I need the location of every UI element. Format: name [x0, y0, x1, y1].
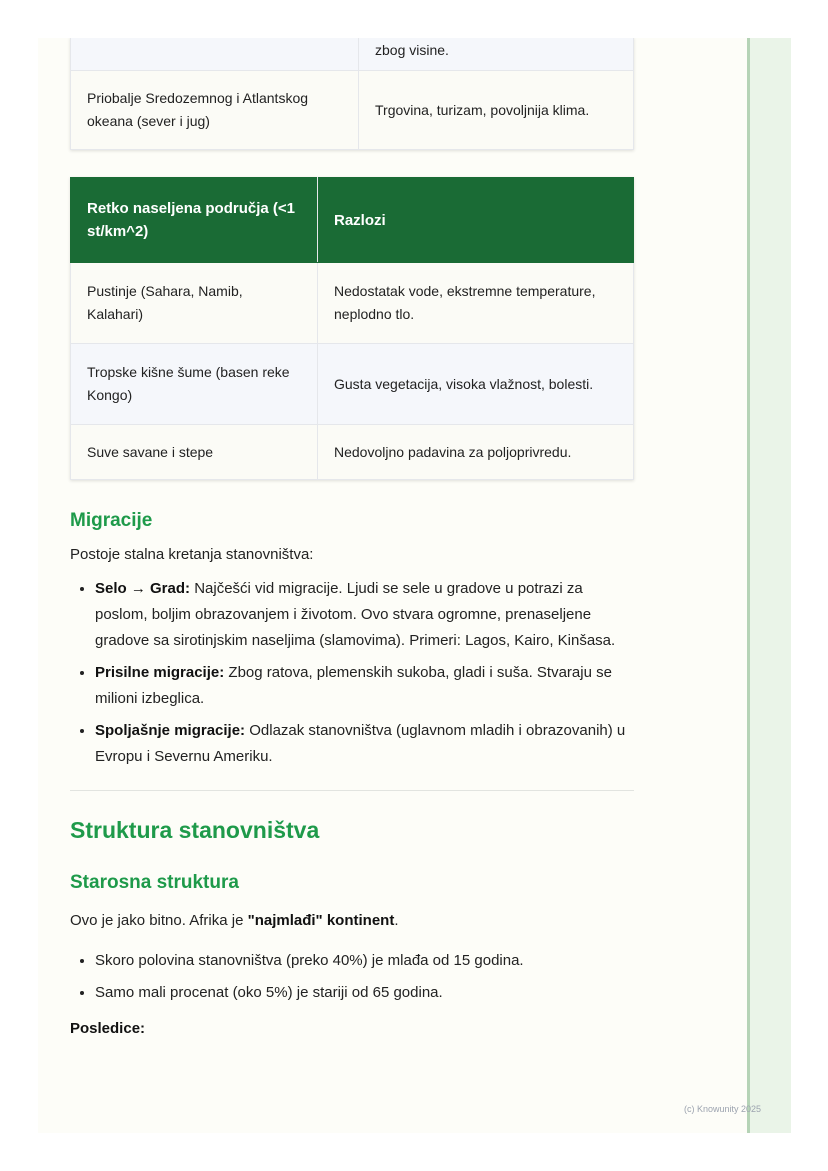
- watermark: (c) Knowunity 2025: [684, 1104, 762, 1114]
- migracije-heading: Migracije: [70, 510, 153, 531]
- list-item-text: Zbog ratova, plemenskih sukoba, gladi i suša. Stvaraju se milioni izbeglica.: [95, 664, 612, 707]
- table-row: [71, 263, 634, 344]
- table-header-cell: Retko naseljena područja (<1 st/km^2): [71, 178, 318, 263]
- posledice-text: Posledice:: [70, 1020, 146, 1037]
- table-cell: zbog visine.: [359, 38, 634, 71]
- table-row: [71, 425, 634, 480]
- migracije-list: [70, 576, 634, 770]
- table-cell: Gusta vegetacija, visoka vlažnost, bolesti.: [318, 344, 634, 425]
- right-margin-band: [747, 38, 791, 1133]
- table-cell: Tropske kišne šume (basen reke Kongo): [71, 344, 318, 425]
- list-item: [95, 660, 634, 712]
- list-item: [95, 576, 634, 654]
- table-cell: [71, 38, 359, 71]
- list-item: [95, 718, 634, 770]
- table-cell: Pustinje (Sahara, Namib, Kalahari): [71, 263, 318, 344]
- migracije-intro: Postoje stalna kretanja stanovništva:: [70, 546, 314, 563]
- table-cell: Suve savane i stepe: [71, 425, 318, 480]
- list-item: • Samo mali procenat (oko 5%) je stariji od 65 godina.: [95, 980, 634, 1006]
- right-margin-rule: [747, 38, 750, 1133]
- sparse-areas-table: [70, 177, 634, 480]
- table-header-cell: Razlozi: [318, 178, 634, 263]
- list-item-term: Prisilne migracije:: [95, 664, 225, 681]
- table-cell: Priobalje Sredozemnog i Atlantskog okeana (sever i jug): [71, 71, 359, 150]
- intro-text-end: .: [394, 912, 399, 929]
- list-item-text: Najčešći vid migracije. Ljudi se sele u gradove u potrazi za poslom, boljim obrazovanjem i životom. Ovo stvara ogromne, prenaseljene gradove sa sirotinjskim naseljima (slamovima). Primeri: Lagos, Kairo, Kinšasa.: [95, 580, 616, 649]
- table-row: [71, 344, 634, 425]
- document-page: [38, 38, 791, 1133]
- table-row: [71, 38, 634, 71]
- posledice-label: [70, 1016, 634, 1042]
- intro-text: Ovo je jako bitno. Afrika je: [70, 912, 248, 929]
- section-divider: [70, 790, 634, 791]
- starosna-heading: Starosna struktura: [70, 872, 239, 893]
- table-row: [71, 71, 634, 150]
- table-cell: Nedostatak vode, ekstremne temperature, neplodno tlo.: [318, 263, 634, 344]
- struktura-heading: Struktura stanovništva: [70, 817, 320, 843]
- table-header-row: [71, 178, 634, 263]
- dense-areas-table-continued: [70, 38, 634, 150]
- document-content: [70, 38, 634, 1042]
- list-item-term: Spoljašnje migracije:: [95, 722, 246, 739]
- starosna-intro: [70, 908, 634, 934]
- intro-emphasis: "najmlađi" kontinent: [247, 912, 395, 929]
- table-cell: Nedovoljno padavina za poljoprivredu.: [318, 425, 634, 480]
- table-cell: Trgovina, turizam, povoljnija klima.: [359, 71, 634, 150]
- starosna-list: [70, 948, 634, 1006]
- list-item-text: Odlazak stanovništva (uglavnom mladih i obrazovanih) u Evropu i Severnu Ameriku.: [95, 722, 626, 765]
- list-item-term: Selo → Grad:: [95, 580, 191, 597]
- list-item: • Skoro polovina stanovništva (preko 40%) je mlađa od 15 godina.: [95, 948, 634, 974]
